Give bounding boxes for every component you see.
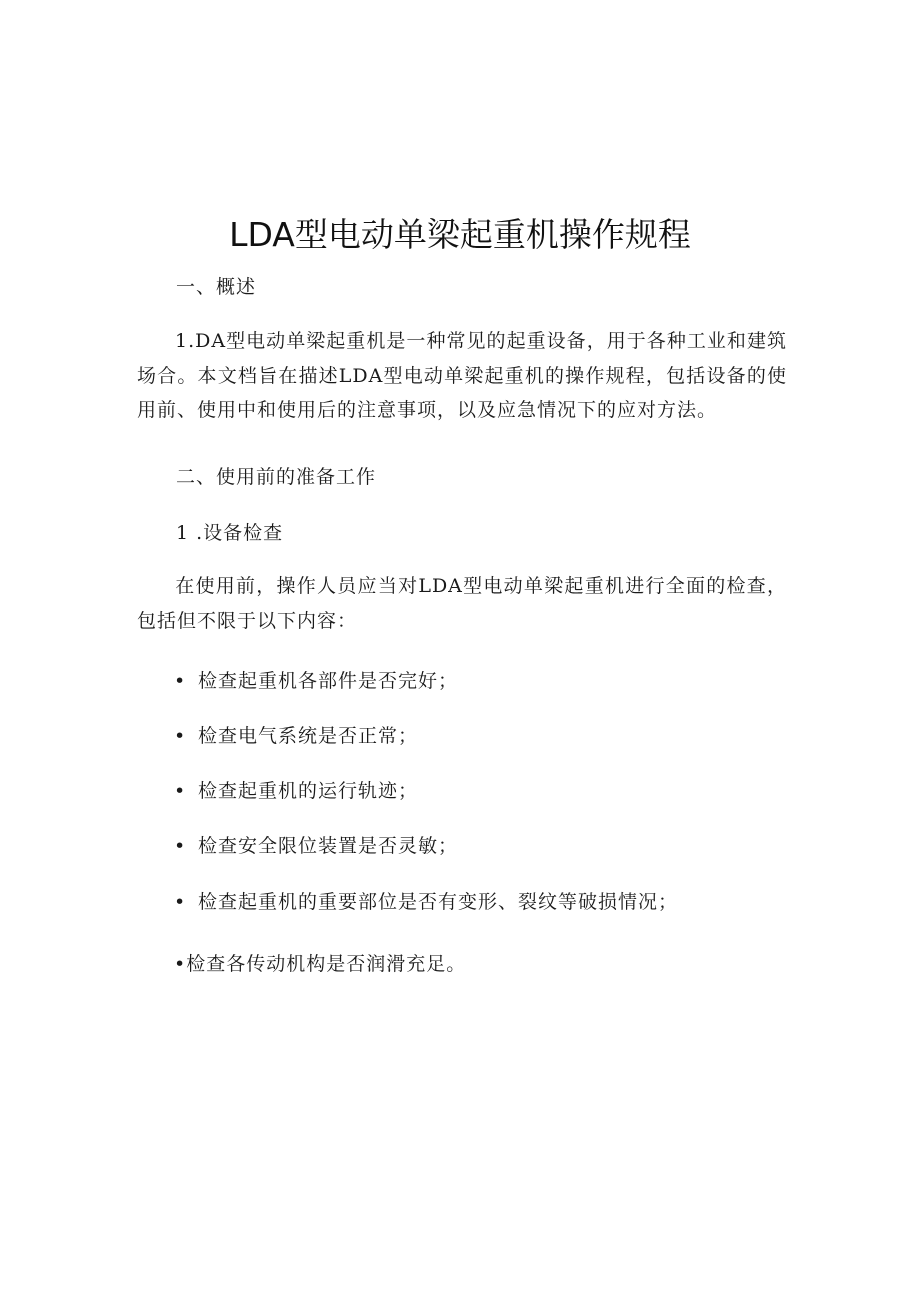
list-item-text: 检查起重机的运行轨迹；	[198, 780, 419, 802]
list-item-text: 检查电气系统是否正常；	[198, 725, 419, 747]
bullet-marker: •	[174, 835, 187, 857]
list-item-last: •检查各传动机构是否润滑充足。	[174, 953, 467, 975]
list-item	[174, 776, 418, 806]
bullet-marker: •	[174, 725, 187, 747]
overview-paragraph	[137, 324, 787, 428]
bullet-marker: •	[174, 780, 187, 802]
list-item-text: 检查安全限位装置是否灵敏；	[198, 835, 459, 857]
equipment-check-paragraph	[137, 569, 787, 638]
document-title: LDA型电动单梁起重机操作规程	[229, 215, 691, 254]
equipment-check-paragraph-text: 在使用前，操作人员应当对LDA型电动单梁起重机进行全面的检查，包括但不限于以下内容：	[137, 575, 787, 632]
list-item	[174, 887, 678, 917]
list-item	[174, 666, 458, 696]
subsection-heading-equipment-check: 1 .设备检查	[176, 522, 284, 544]
list-item-text: 检查起重机的重要部位是否有变形、裂纹等破损情况；	[198, 891, 679, 913]
section-heading-overview: 一、概述	[176, 276, 257, 298]
section-heading-preparation: 二、使用前的准备工作	[176, 466, 377, 488]
list-item	[174, 831, 458, 861]
list-item-text: 检查起重机各部件是否完好；	[198, 670, 459, 692]
bullet-marker: •	[174, 670, 187, 692]
list-item	[174, 721, 418, 751]
overview-paragraph-text: 1.DA型电动单梁起重机是一种常见的起重设备，用于各种工业和建筑场合。本文档旨在描述LDA型电动单梁起重机的操作规程，包括设备的使用前、使用中和使用后的注意事项，以及应急情况下的应对方法。	[137, 330, 787, 421]
bullet-marker: •	[174, 891, 187, 913]
